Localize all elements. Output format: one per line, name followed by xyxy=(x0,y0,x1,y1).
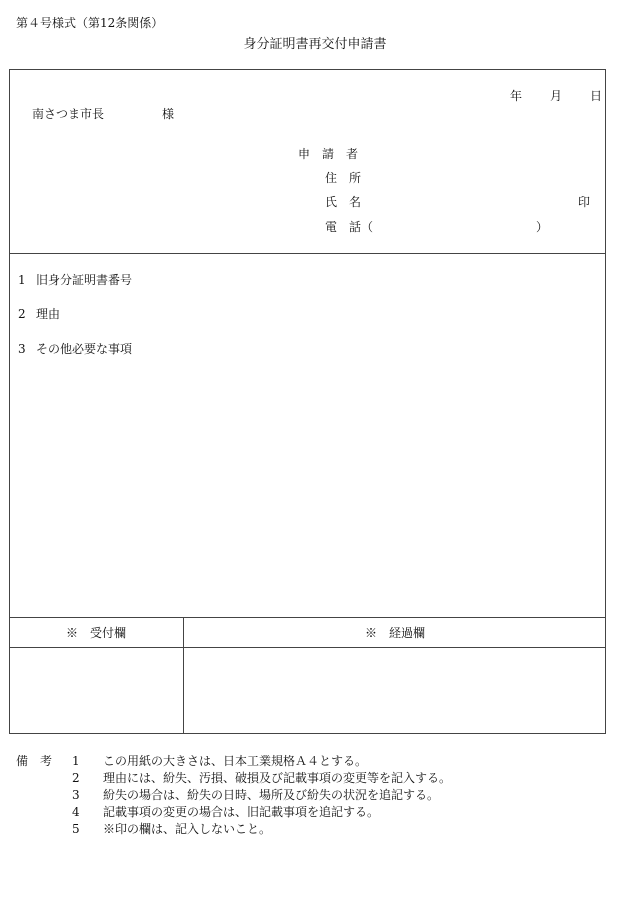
applicant-seal-mark: 印 xyxy=(578,195,591,209)
note-1-number: 1 xyxy=(72,754,80,768)
addressee-honorific: 様 xyxy=(162,107,175,121)
item-3-label: その他必要な事項 xyxy=(36,342,133,356)
item-3-number: 3 xyxy=(18,342,26,356)
item-1-number: 1 xyxy=(18,273,26,287)
applicant-address-label: 住 所 xyxy=(325,171,362,185)
item-1-label: 旧身分証明書番号 xyxy=(36,273,133,287)
section-divider-office xyxy=(9,617,606,618)
note-5-text: ※印の欄は、記入しないこと。 xyxy=(103,822,272,836)
item-2-label: 理由 xyxy=(36,307,61,321)
applicant-phone-close: ） xyxy=(536,220,549,234)
addressee-name: 南さつま市長 xyxy=(32,107,105,121)
applicant-heading: 申 請 者 xyxy=(298,147,359,161)
note-5-number: 5 xyxy=(72,822,80,836)
reception-column-header: ※ 受付欄 xyxy=(65,626,126,640)
applicant-name-label: 氏 名 xyxy=(325,195,362,209)
applicant-phone-label: 電 話（ xyxy=(325,220,374,234)
date-month-label: 月 xyxy=(550,89,563,103)
note-3-text: 紛失の場合は、紛失の日時、場所及び紛失の状況を追記する。 xyxy=(103,788,440,802)
date-day-label: 日 xyxy=(590,89,603,103)
form-number-label: 第４号様式（第12条関係） xyxy=(16,16,164,30)
progress-column-header: ※ 経過欄 xyxy=(364,626,425,640)
note-3-number: 3 xyxy=(72,788,80,802)
date-year-label: 年 xyxy=(510,89,523,103)
document-title: 身分証明書再交付申請書 xyxy=(243,37,387,52)
section-divider-applicant xyxy=(9,253,606,254)
notes-heading: 備 考 xyxy=(16,754,53,768)
note-2-number: 2 xyxy=(72,771,80,785)
item-2-number: 2 xyxy=(18,307,26,321)
office-header-divider xyxy=(9,647,606,648)
note-2-text: 理由には、紛失、汚損、破損及び記載事項の変更等を記入する。 xyxy=(103,771,452,785)
note-4-text: 記載事項の変更の場合は、旧記載事項を追記する。 xyxy=(103,805,380,819)
note-4-number: 4 xyxy=(72,805,80,819)
note-1-text: この用紙の大きさは、日本工業規格Ａ４とする。 xyxy=(103,754,368,768)
